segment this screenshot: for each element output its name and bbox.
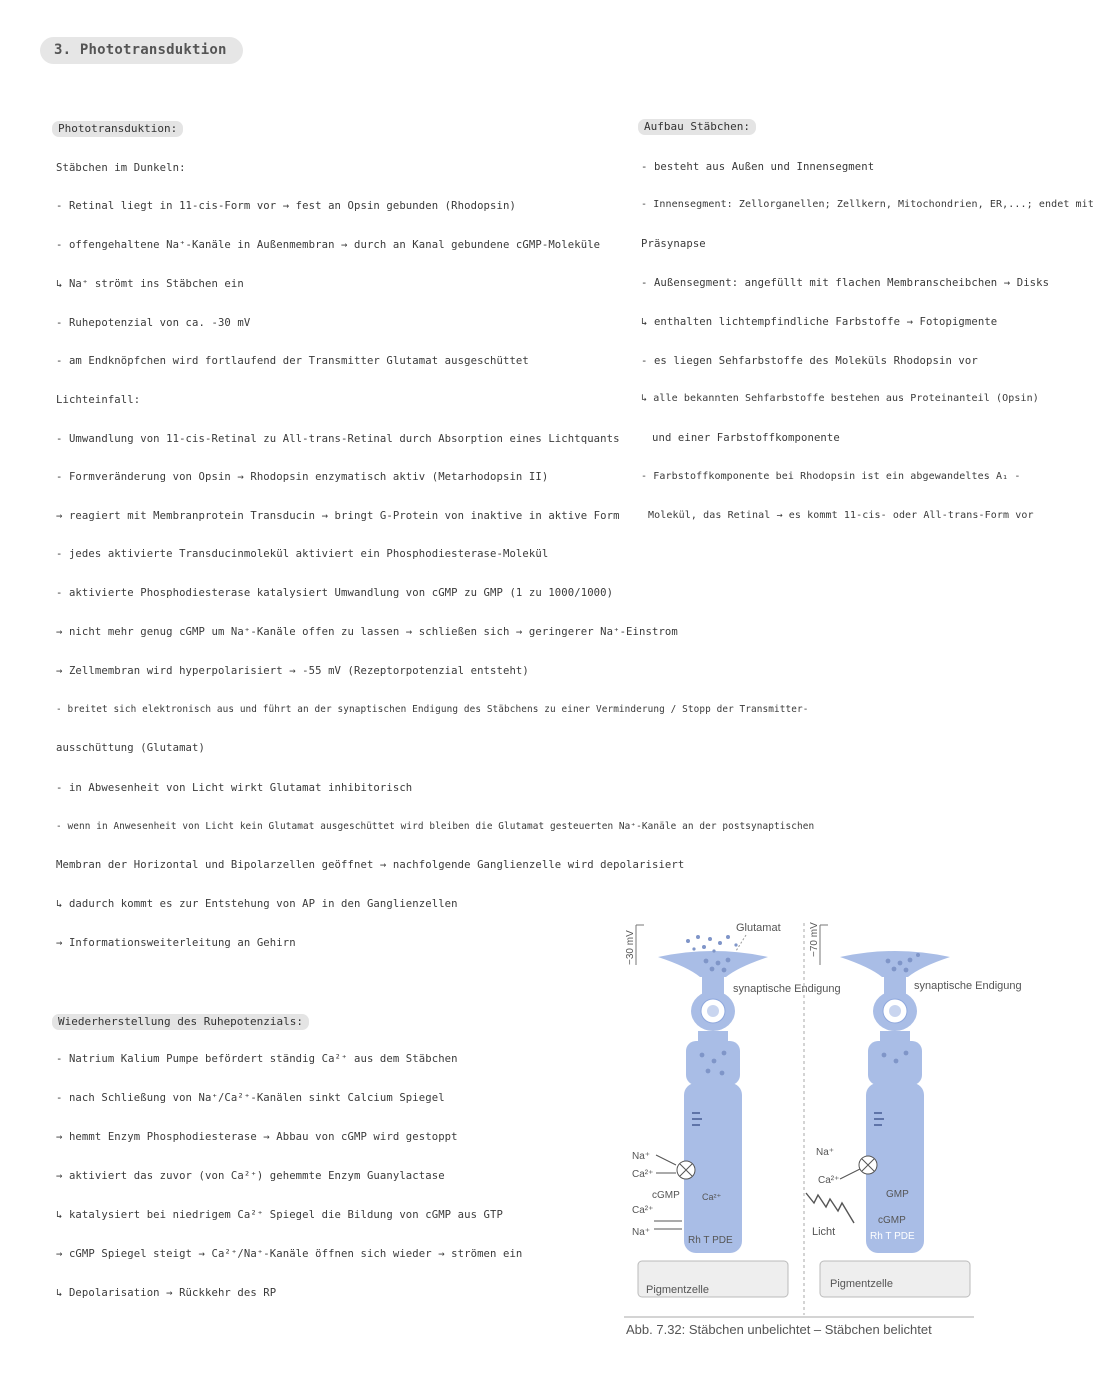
text-line: - Außensegment: angefüllt mit flachen Membranscheibchen → Disks <box>641 277 1050 289</box>
text-line: ↳ alle bekannten Sehfarbstoffe bestehen aus Proteinanteil (Opsin) <box>641 393 1039 404</box>
synapse-label: synaptische Endigung <box>914 980 1022 992</box>
text-line: und einer Farbstoffkomponente <box>652 432 840 444</box>
text-line: ↳ Na⁺ strömt ins Stäbchen ein <box>56 278 244 290</box>
text-line: - am Endknöpfchen wird fortlaufend der Transmitter Glutamat ausgeschüttet <box>56 355 529 367</box>
ion-label: Na⁺ <box>816 1147 835 1158</box>
text-line: - besteht aus Außen und Innensegment <box>641 161 875 173</box>
text-line: Lichteinfall: <box>56 394 141 406</box>
enzyme-label: Rh T PDE <box>688 1235 733 1246</box>
synapse-label: synaptische Endigung <box>733 983 841 995</box>
rod-cell-light <box>806 922 1022 1297</box>
text-line: Stäbchen im Dunkeln: <box>56 162 186 174</box>
text-line: ↳ katalysiert bei niedrigem Ca²⁺ Spiegel die Bildung von cGMP aus GTP <box>56 1209 503 1221</box>
text-line: - jedes aktivierte Transducinmolekül aktiviert ein Phosphodiesterase-Molekül <box>56 548 549 560</box>
ion-label: Ca²⁺ <box>632 1205 654 1216</box>
ion-label: Na⁺ <box>632 1151 651 1162</box>
voltage-label: −70 mV <box>809 922 820 957</box>
light-label: Licht <box>812 1226 836 1238</box>
text-line: - Formveränderung von Opsin → Rhodopsin enzymatisch aktiv (Metarhodopsin II) <box>56 471 549 483</box>
text-line: ↳ Depolarisation → Rückkehr des RP <box>56 1287 277 1299</box>
text-line: ausschüttung (Glutamat) <box>56 742 205 754</box>
pigment-label: Pigmentzelle <box>830 1278 893 1290</box>
rod-cell-dark <box>625 922 841 1297</box>
text-line: - Umwandlung von 11-cis-Retinal zu All-trans-Retinal durch Absorption eines Lichtquants <box>56 433 620 445</box>
text-line: ↳ enthalten lichtempfindliche Farbstoffe → Fotopigmente <box>641 316 998 328</box>
text-line: → nicht mehr genug cGMP um Na⁺-Kanäle offen zu lassen → schließen sich → geringerer Na⁺-Einstrom <box>56 626 678 638</box>
text-line: - Natrium Kalium Pumpe befördert ständig Ca²⁺ aus dem Stäbchen <box>56 1053 458 1065</box>
ion-label: Ca²⁺ <box>632 1169 654 1180</box>
text-line: - Innensegment: Zellorganellen; Zellkern, Mitochondrien, ER,...; endet mit <box>641 199 1094 210</box>
figure-caption: Abb. 7.32: Stäbchen unbelichtet – Stäbchen belichtet <box>626 1322 932 1337</box>
light-ray-icon <box>806 1193 854 1223</box>
ion-label: Ca²⁺ <box>818 1175 840 1186</box>
text-line: - nach Schließung von Na⁺/Ca²⁺-Kanälen sinkt Calcium Spiegel <box>56 1092 445 1104</box>
section-heading-wiederherstellung: Wiederherstellung des Ruhepotenzials: <box>52 1014 309 1030</box>
section-heading-phototransduktion: Phototransduktion: <box>52 121 183 137</box>
cgmp-label: cGMP <box>652 1190 680 1201</box>
chapter-title: 3. Phototransduktion <box>40 37 243 64</box>
text-line: - wenn in Anwesenheit von Licht kein Glutamat ausgeschüttet wird bleiben die Glutamat gesteuerten Na⁺-Kanäle an der postsynaptischen <box>56 821 815 832</box>
text-line: Molekül, das Retinal → es kommt 11-cis- oder All-trans-Form vor <box>648 510 1034 521</box>
text-line: - es liegen Sehfarbstoffe des Moleküls Rhodopsin vor <box>641 355 978 367</box>
text-line: - in Abwesenheit von Licht wirkt Glutamat inhibitorisch <box>56 782 413 794</box>
rod-cell-figure <box>618 915 1022 1345</box>
pigment-label: Pigmentzelle <box>646 1284 709 1296</box>
text-line: → cGMP Spiegel steigt → Ca²⁺/Na⁺-Kanäle öffnen sich wieder → strömen ein <box>56 1248 523 1260</box>
text-line: - Retinal liegt in 11-cis-Form vor → fest an Opsin gebunden (Rhodopsin) <box>56 200 516 212</box>
text-line: → hemmt Enzym Phosphodiesterase → Abbau von cGMP wird gestoppt <box>56 1131 458 1143</box>
text-line: → reagiert mit Membranprotein Transducin → bringt G-Protein von inaktive in aktive Form <box>56 510 620 522</box>
voltage-label: −30 mV <box>625 930 636 965</box>
text-line: - aktivierte Phosphodiesterase katalysiert Umwandlung von cGMP zu GMP (1 zu 1000/1000) <box>56 587 614 599</box>
glutamate-label: Glutamat <box>736 922 781 934</box>
ion-label: Ca²⁺ <box>702 1192 722 1202</box>
text-line: → Zellmembran wird hyperpolarisiert → -55 mV (Rezeptorpotenzial entsteht) <box>56 665 529 677</box>
text-line: → aktiviert das zuvor (von Ca²⁺) gehemmte Enzym Guanylactase <box>56 1170 445 1182</box>
text-line: Membran der Horizontal und Bipolarzellen geöffnet → nachfolgende Ganglienzelle wird depolarisiert <box>56 859 685 871</box>
enzyme-label: Rh T PDE <box>870 1231 915 1242</box>
text-line: ↳ dadurch kommt es zur Entstehung von AP in den Ganglienzellen <box>56 898 458 910</box>
text-line: - Ruhepotenzial von ca. -30 mV <box>56 317 251 329</box>
text-line: Präsynapse <box>641 238 706 250</box>
text-line: → Informationsweiterleitung an Gehirn <box>56 937 296 949</box>
cgmp-label: cGMP <box>878 1215 906 1226</box>
ion-label: Na⁺ <box>632 1227 651 1238</box>
text-line: - offengehaltene Na⁺-Kanäle in Außenmembran → durch an Kanal gebundene cGMP-Moleküle <box>56 239 601 251</box>
section-heading-aufbau: Aufbau Stäbchen: <box>638 119 756 135</box>
text-line: - breitet sich elektronisch aus und führt an der synaptischen Endigung des Stäbchens zu einer Verminderung / Stopp der Transmitter- <box>56 704 809 715</box>
gmp-label: GMP <box>886 1189 909 1200</box>
text-line: - Farbstoffkomponente bei Rhodopsin ist ein abgewandeltes A₁ - <box>641 471 1021 482</box>
